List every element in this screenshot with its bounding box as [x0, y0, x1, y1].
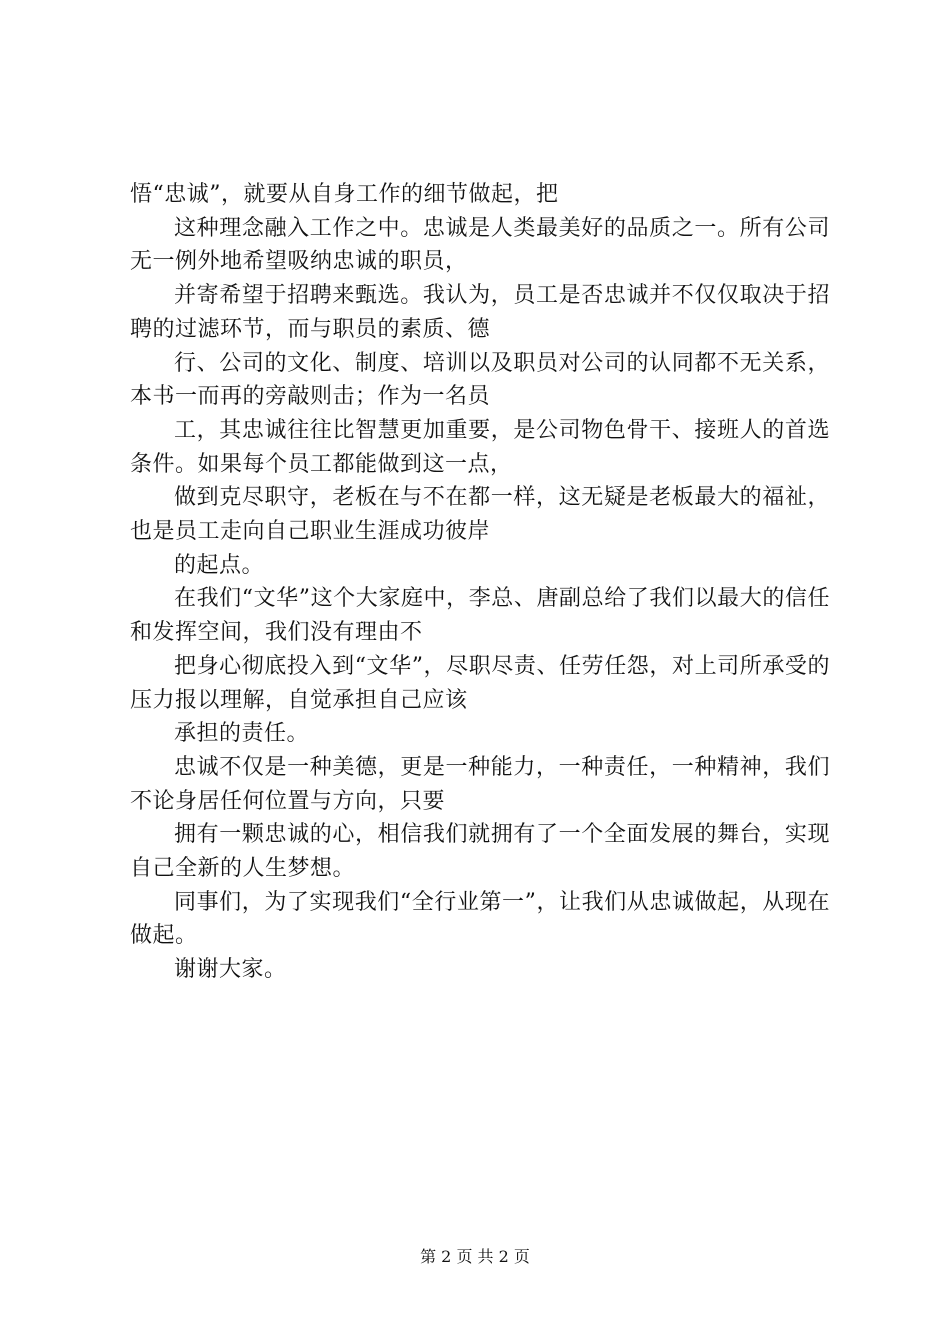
paragraph: 忠诚不仅是一种美德，更是一种能力，一种责任，一种精神，我们不论身居任何位置与方向，只要: [130, 754, 830, 814]
paragraph: 承担的责任。: [174, 721, 310, 747]
page-footer: 第 2 页 共 2 页: [420, 1247, 530, 1266]
document-body: [130, 178, 830, 987]
paragraph: 做到克尽职守，老板在与不在都一样，这无疑是老板最大的福祉，也是员工走向自己职业生涯成功彼岸: [130, 485, 830, 545]
paragraph: 拥有一颗忠诚的心，相信我们就拥有了一个全面发展的舞台，实现自己全新的人生梦想。: [130, 822, 830, 882]
paragraph: 同事们，为了实现我们“全行业第一”，让我们从忠诚做起，从现在做起。: [130, 889, 830, 949]
paragraph: 悟“忠诚”，就要从自身工作的细节做起，把: [130, 182, 559, 207]
paragraph: 的起点。: [174, 552, 265, 578]
paragraph: 这种理念融入工作之中。忠诚是人类最美好的品质之一。所有公司无一例外地希望吸纳忠诚的职员，: [130, 215, 830, 275]
paragraph: 把身心彻底投入到“文华”，尽职尽责、任劳任怨，对上司所承受的压力报以理解，自觉承担自己应该: [130, 653, 830, 713]
paragraph: 并寄希望于招聘来甄选。我认为，员工是否忠诚并不仅仅取决于招聘的过滤环节，而与职员的素质、德: [130, 283, 830, 342]
paragraph: 在我们“文华”这个大家庭中，李总、唐副总给了我们以最大的信任和发挥空间，我们没有理由不: [130, 586, 830, 646]
paragraph: 工，其忠诚往往比智慧更加重要，是公司物色骨干、接班人的首选条件。如果每个员工都能做到这一点，: [130, 417, 830, 477]
paragraph: 谢谢大家。: [174, 957, 287, 983]
paragraph: 行、公司的文化、制度、培训以及职员对公司的认同都不无关系，本书一而再的旁敲则击；作为一名员: [130, 350, 830, 410]
